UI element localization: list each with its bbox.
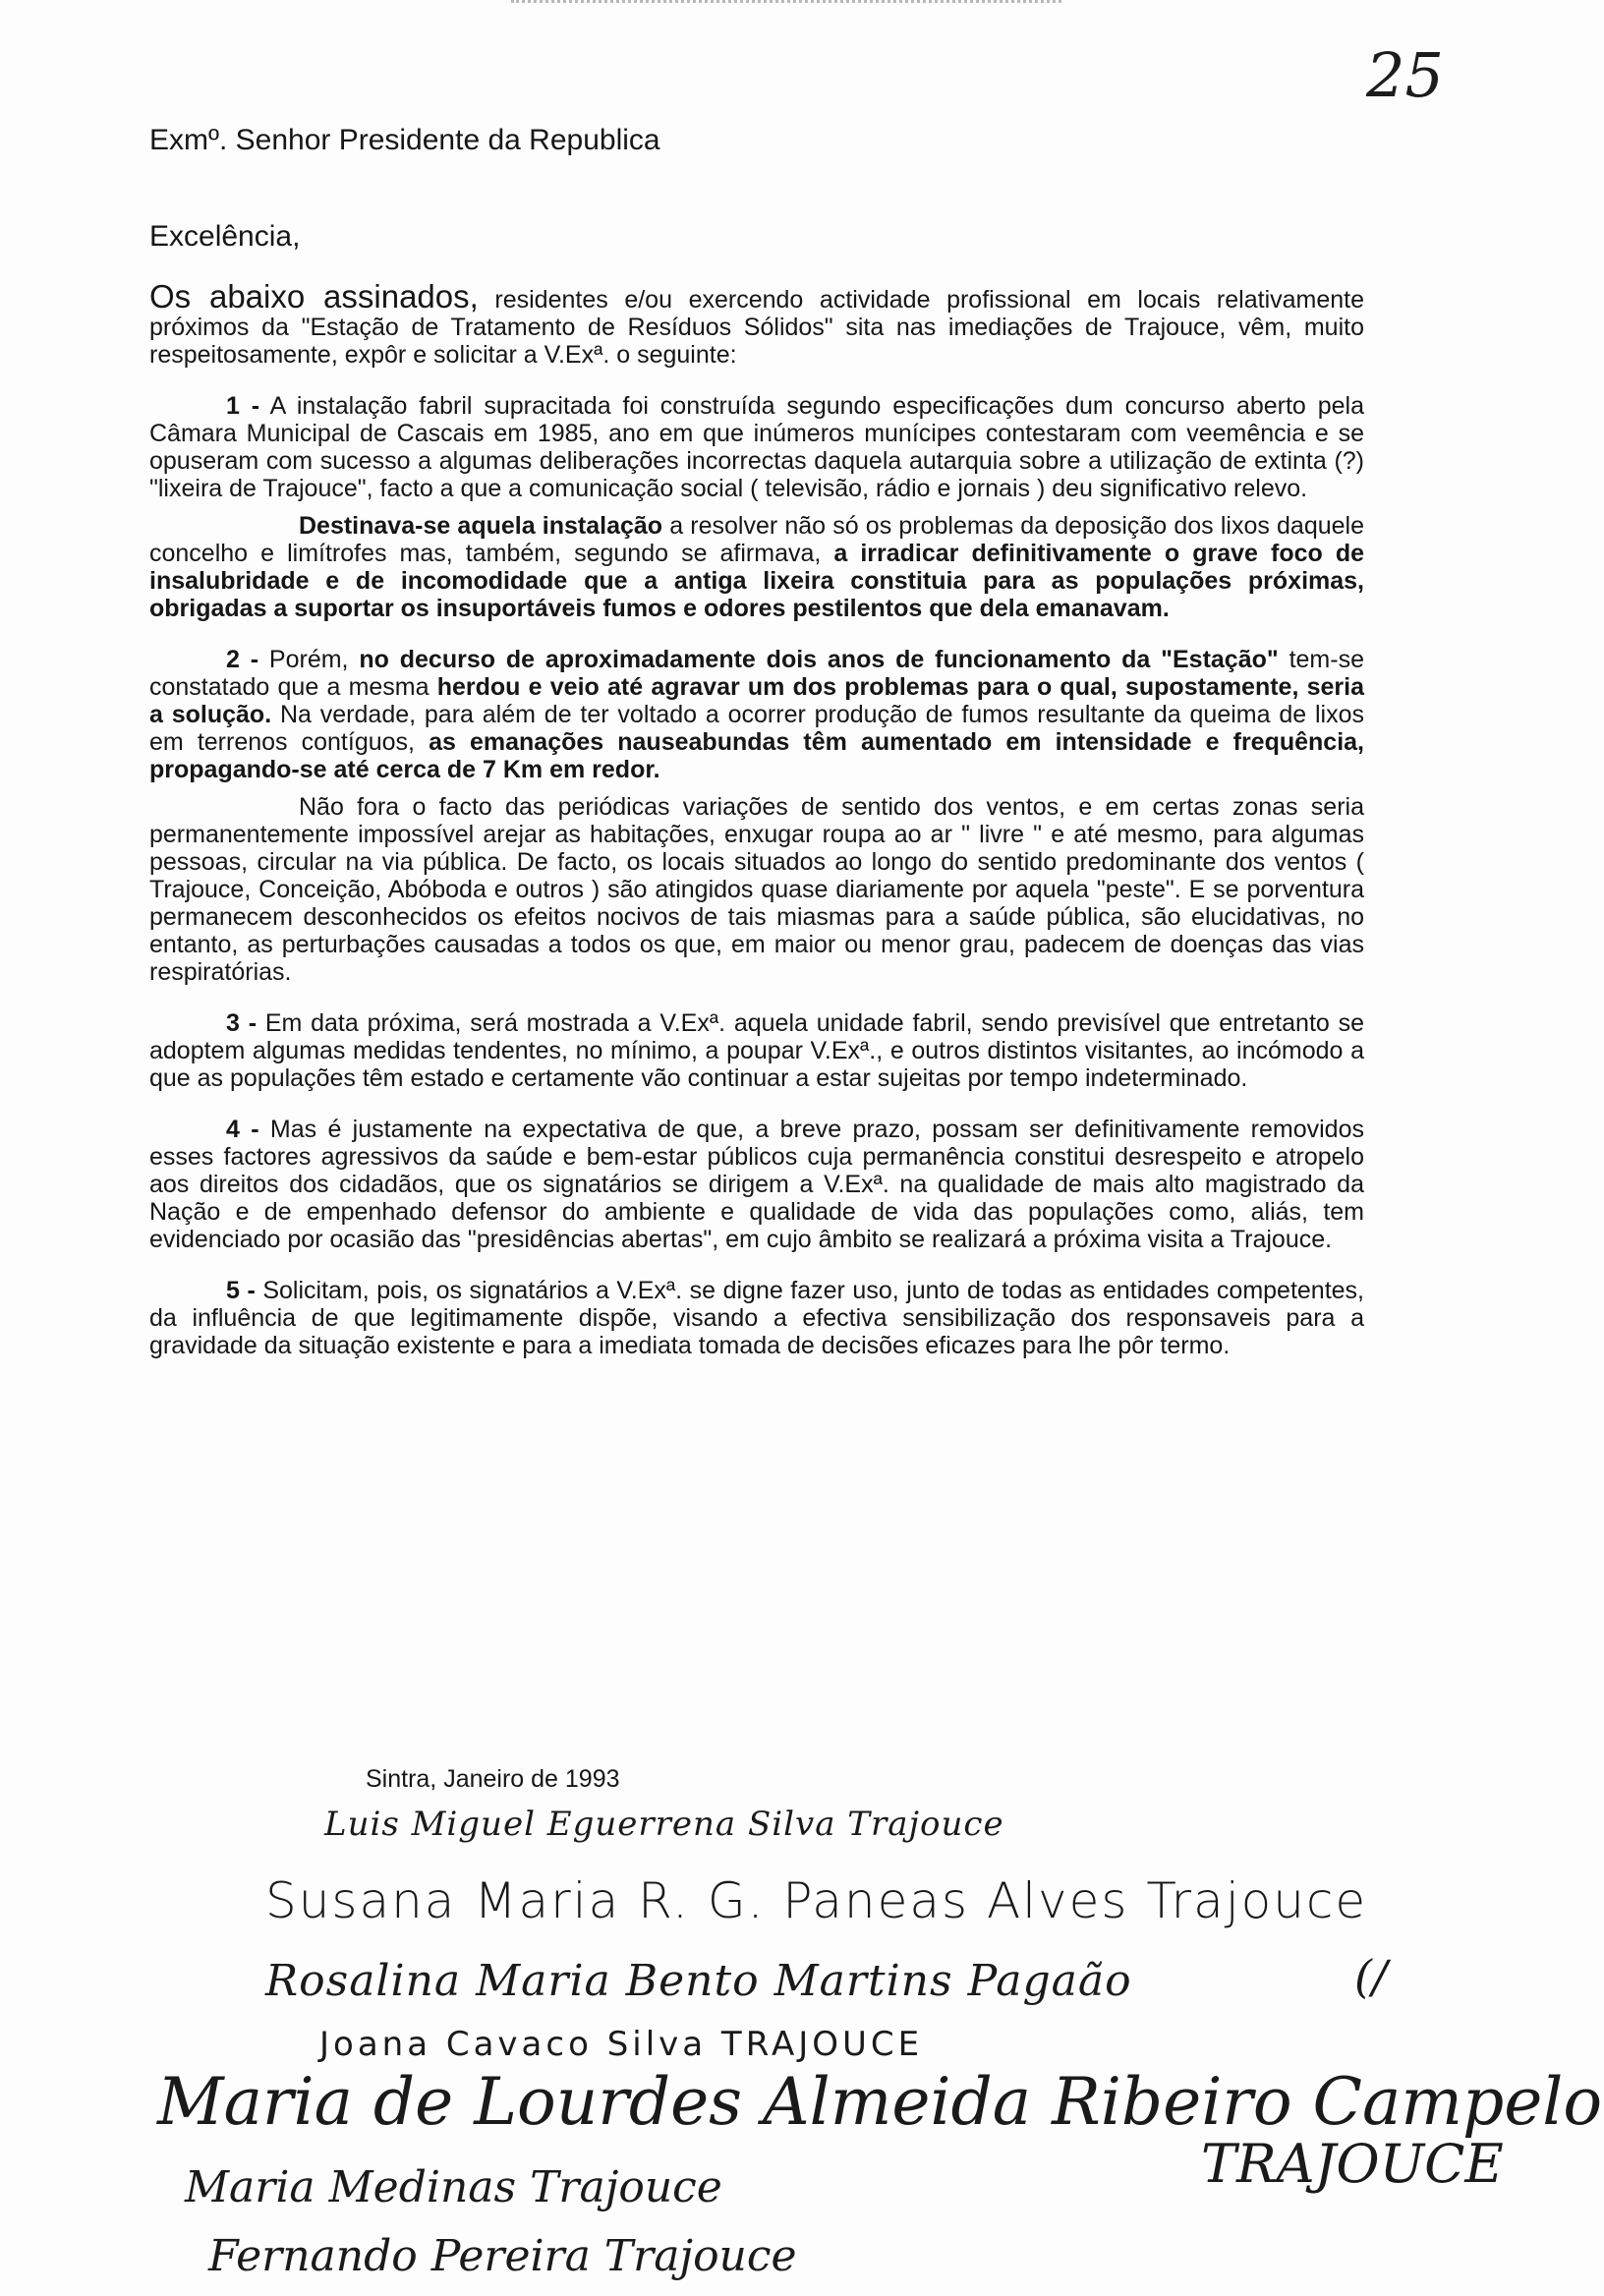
salutation: Exmº. Senhor Presidente da Republica — [149, 124, 660, 156]
intro-paragraph — [149, 278, 1365, 369]
paragraph-1 — [149, 392, 1364, 502]
paragraph-1b-bold-1: Destinava-se aquela instalação — [299, 512, 663, 540]
paragraph-2-bold-2: herdou e veio até agravar um dos problemas para o qual, supostamente, seria a solução. — [149, 673, 1364, 728]
paragraph-2-text-2: tem-se constatado que a mesma — [149, 646, 1364, 701]
paragraph-5 — [149, 1277, 1364, 1359]
signature-4: Joana Cavaco Silva TRAJOUCE — [319, 2025, 924, 2064]
letter-body — [149, 278, 1365, 1383]
signature-2: Susana Maria R. G. Paneas Alves Trajouce — [265, 1872, 1368, 1929]
signature-6: Maria Medinas Trajouce — [185, 2162, 722, 2212]
paragraph-2-text-1: Porém, — [258, 646, 360, 673]
paragraph-5-text: Solicitam, pois, os signatários a V.Exª. se digne fazer uso, junto de todas as entidades competentes, da influência de que legitimamente dispõe, visando a efectiva sensibilização dos responsaveis para a gravidade da situação existente e para a imediata tomada de decisões eficazes para lhe pôr termo. — [149, 1277, 1364, 1359]
place-date: Sintra, Janeiro de 1993 — [366, 1765, 620, 1793]
signature-5: Maria de Lourdes Almeida Ribeiro Campelo — [157, 2064, 1603, 2140]
paragraph-1b-bold-2: a irradicar definitivamente o grave foco de insalubridade e de incomodidade que a antiga lixeira constituia para as populações próximas, obrigadas a suportar os insuportáveis fumos e odores pestilentos que dela emanavam. — [149, 540, 1364, 622]
paragraph-1-number: 1 - — [226, 392, 260, 420]
paragraph-5-number: 5 - — [226, 1277, 256, 1304]
intro-lead: Os abaixo assinados, — [149, 278, 479, 315]
paragraph-2-number: 2 - — [226, 646, 259, 673]
signature-5-location: TRAJOUCE — [1201, 2133, 1504, 2195]
paragraph-4-number: 4 - — [226, 1116, 259, 1143]
paragraph-1b-text-1: a resolver não só os problemas da deposição dos lixos daquele concelho e limítrofes mas, também, segundo se afirmava, — [149, 512, 1364, 567]
paragraph-2 — [149, 646, 1364, 783]
paragraph-3 — [149, 1009, 1364, 1092]
paragraph-4-text: Mas é justamente na expectativa de que, a breve prazo, possam ser definitivamente removidos esses factores agressivos da saúde e bem-estar públicos cuja permanência constitui desrespeito e atropelo aos direitos dos cidadãos, que os signatários se dirigem a V.Exª. na qualidade de mais alto magistrado da Nação e de empenhado defensor do ambiente e qualidade de vida das populações como, aliás, tem evidenciado por ocasião das "presidências abertas", em cujo âmbito se realizará a próxima visita a Trajouce. — [149, 1116, 1364, 1253]
signature-3: Rosalina Maria Bento Martins Pagaão — [265, 1956, 1132, 2006]
paragraph-1b — [149, 512, 1364, 622]
paragraph-2b: Não fora o facto das periódicas variações de sentido dos ventos, e em certas zonas seria permanentemente impossível arejar as habitações, enxugar roupa ao ar " livre " e até mesmo, para algumas pessoas, circular na via pública. De facto, os locais situados ao longo do sentido predominante dos ventos ( Trajouce, Conceição, Abóboda e outros ) são atingidos quase diariamente por aquela "peste". E se porventura permanecem desconhecidos os efeitos nocivos de tais miasmas para a saúde pública, são elucidativas, no entanto, as perturbações causadas a todos os que, em maior ou menor grau, padecem de doenças das vias respiratórias. — [149, 793, 1364, 986]
paragraph-1-text: A instalação fabril supracitada foi construída segundo especificações dum concurso aberto pela Câmara Municipal de Cascais em 1985, ano em que inúmeros munícipes contestaram com veemência e se opuseram com sucesso a algumas deliberações incorrectas daquela autarquia sobre a utilização de extinta (?) "lixeira de Trajouce", facto a que a comunicação social ( televisão, rádio e jornais ) deu significativo relevo. — [149, 392, 1364, 502]
page-number: 25 — [1366, 39, 1444, 111]
paragraph-4 — [149, 1116, 1364, 1253]
intro-text: residentes e/ou exercendo actividade profissional em locais relativamente próximos da "Estação de Tratamento de Resíduos Sólidos" sita nas imediações de Trajouce, vêm, muito respeitosamente, expôr e solicitar a V.Exª. o seguinte: — [149, 286, 1365, 369]
paragraph-2-text-3: Na verdade, para além de ter voltado a ocorrer produção de fumos resultante da queima de lixos em terrenos contíguos, — [149, 701, 1364, 756]
signature-3-mark: (/ — [1354, 1950, 1388, 2003]
greeting: Excelência, — [149, 220, 301, 253]
paragraph-3-text: Em data próxima, será mostrada a V.Exª. aquela unidade fabril, sendo previsível que entretanto se adoptem algumas medidas tendentes, no mínimo, a poupar V.Exª., e outros distintos visitantes, ao incómodo a que as populações têm estado e certamente vão continuar a estar sujeitas por tempo indeterminado. — [149, 1009, 1364, 1092]
top-edge-mark — [511, 0, 1061, 13]
signature-1: Luis Miguel Eguerrena Silva Trajouce — [324, 1805, 1004, 1844]
signature-7: Fernando Pereira Trajouce — [208, 2231, 797, 2281]
paragraph-2-bold-1: no decurso de aproximadamente dois anos de funcionamento da "Estação" — [359, 646, 1279, 673]
paragraph-2-bold-3: as emanações nauseabundas têm aumentado em intensidade e frequência, propagando-se até cerca de 7 Km em redor. — [149, 728, 1364, 783]
paragraph-3-number: 3 - — [226, 1009, 258, 1037]
